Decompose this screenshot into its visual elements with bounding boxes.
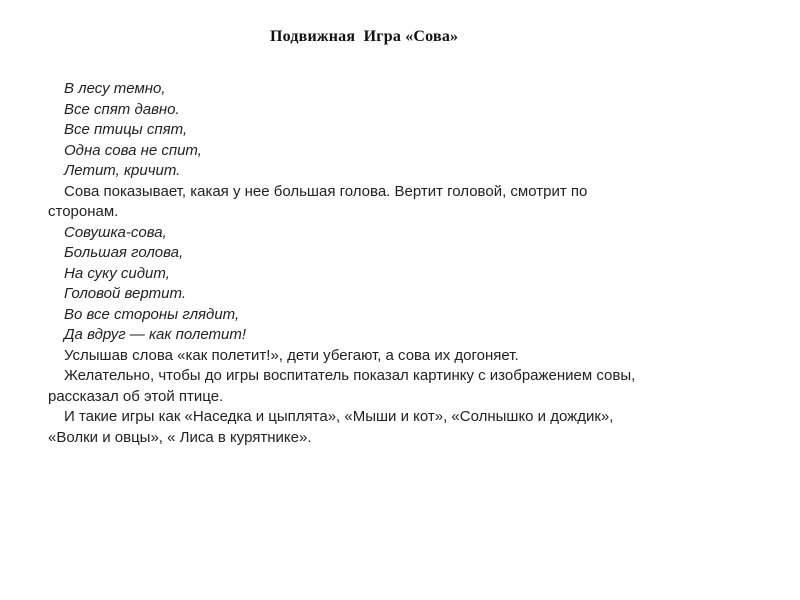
poem-line: На суку сидит, [64, 264, 170, 282]
poem-line: Во все стороны глядит, [64, 305, 240, 323]
recommendation-line: рассказал об этой птице. [48, 387, 224, 405]
page-title: Подвижная Игра «Сова» [270, 28, 459, 45]
recommendation-line: Желательно, чтобы до игры воспитатель показал картинку с изображением совы, [64, 367, 636, 384]
rules-line: Услышав слова «как полетит!», дети убегают, а сова их догоняет. [64, 346, 519, 364]
other-games-line: «Волки и овцы», « Лиса в курятнике». [48, 428, 312, 446]
description-line: сторонам. [48, 203, 119, 220]
poem-line: Все птицы спят, [64, 121, 188, 138]
poem-line: Все спят давно. [64, 100, 180, 118]
poem-line: Летит, кричит. [64, 162, 181, 179]
document-body [48, 79, 748, 448]
poem-line: Да вдруг — как полетит! [64, 326, 247, 343]
poem-line: Совушка-сова, [64, 223, 167, 241]
poem-line: Головой вертит. [64, 285, 186, 302]
poem-line: Одна сова не спит, [64, 141, 202, 159]
poem-line: В лесу темно, [64, 80, 166, 97]
poem-line: Большая голова, [64, 244, 184, 261]
other-games-line: И такие игры как «Наседка и цыплята», «Мыши и кот», «Солнышко и дождик», [64, 408, 614, 425]
description-line: Сова показывает, какая у нее большая голова. Вертит головой, смотрит по [64, 182, 588, 200]
